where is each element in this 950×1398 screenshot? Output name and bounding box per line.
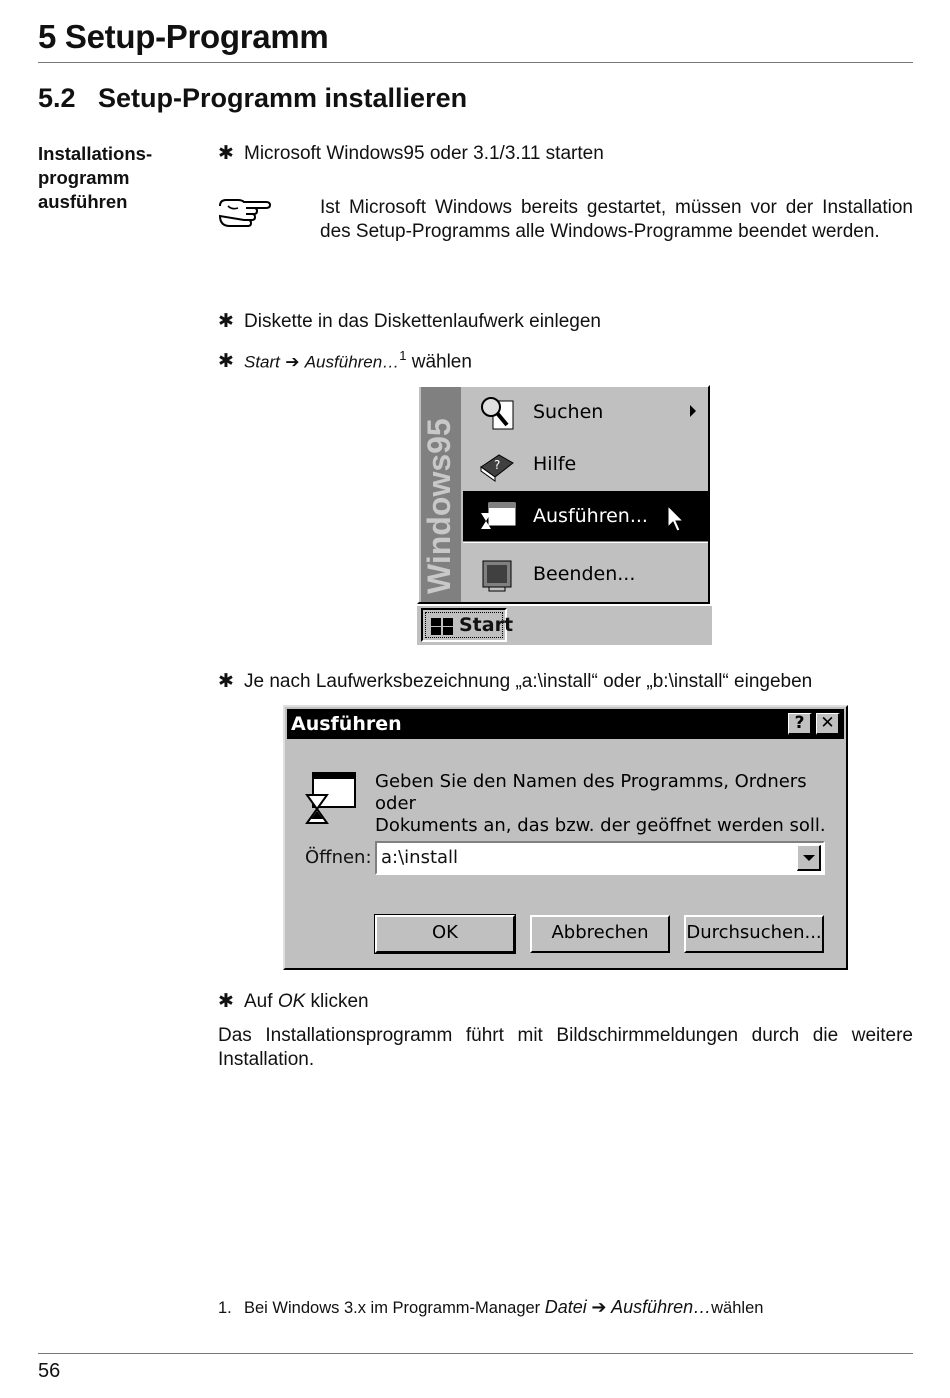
- start-menu-screenshot: [417, 385, 712, 645]
- start-button[interactable]: [421, 608, 514, 642]
- header-rule: [38, 62, 913, 63]
- mouse-cursor-icon: [667, 505, 685, 533]
- pointing-hand-icon: [216, 194, 272, 232]
- arrow-icon: ➔: [591, 1297, 607, 1317]
- footnote-text: wählen: [711, 1299, 764, 1317]
- closing-paragraph: Das Installationsprogramm führt mit Bildschirmmeldungen durch die weitere Installation.: [218, 1025, 913, 1070]
- step-text: klicken: [310, 991, 369, 1012]
- run-icon: [477, 497, 517, 537]
- step-text: Diskette in das Diskettenlaufwerk einlegen: [244, 311, 601, 332]
- footnote-text: Bei Windows 3.x im Programm-Manager: [244, 1299, 541, 1317]
- open-input-value: a:\install: [381, 847, 459, 868]
- side-label-line: ausführen: [38, 191, 128, 212]
- dropdown-arrow-icon[interactable]: [797, 845, 821, 871]
- start-label: Start: [459, 614, 514, 636]
- open-label: Öffnen:: [305, 847, 372, 868]
- dialog-instruction: [375, 771, 846, 837]
- section-number: 5.2: [38, 83, 76, 113]
- footnote-menu-run: Ausführen…: [611, 1297, 712, 1317]
- step-text: Auf: [244, 991, 273, 1012]
- open-input[interactable]: [375, 841, 825, 875]
- step-text: Microsoft Windows95 oder 3.1/3.11 starten: [244, 143, 604, 164]
- bullet-icon: ✱: [218, 143, 234, 164]
- page-number: 56: [38, 1360, 61, 1382]
- section-heading: Setup-Programm installieren: [98, 83, 468, 113]
- taskbar: [417, 604, 712, 645]
- footnote: [218, 1297, 763, 1318]
- help-book-icon: [477, 445, 517, 485]
- step-start-windows: [218, 142, 604, 166]
- bullet-icon: ✱: [218, 671, 234, 692]
- menu-item-label: Beenden...: [533, 563, 636, 585]
- menu-item-beenden[interactable]: [463, 549, 708, 601]
- browse-button[interactable]: Durchsuchen...: [684, 915, 824, 953]
- menu-item-label: Hilfe: [533, 453, 577, 475]
- menu-stripe: [421, 387, 461, 602]
- step-text: wählen: [411, 351, 472, 373]
- run-program-icon: [303, 769, 359, 827]
- search-icon: [477, 393, 517, 433]
- dialog-text-line: Geben Sie den Namen des Programms, Ordners oder: [375, 771, 807, 814]
- note-text: Ist Microsoft Windows bereits gestartet, müssen vor der Installation des Setup-Programms alle Windows-Programme beendet werden.: [320, 197, 913, 242]
- run-dialog: [283, 705, 848, 970]
- svg-text:?: ?: [494, 458, 501, 472]
- menu-path-start: Start: [244, 352, 280, 372]
- footnote-number: 1.: [218, 1299, 232, 1317]
- menu-separator: [463, 541, 708, 543]
- side-label: [38, 142, 198, 214]
- dialog-title: Ausführen: [291, 713, 402, 735]
- dialog-titlebar: [287, 709, 844, 739]
- stripe-text: Windows95: [421, 418, 457, 594]
- section-title: [38, 83, 467, 114]
- bullet-icon: ✱: [218, 991, 234, 1012]
- menu-item-label: Suchen: [533, 401, 604, 423]
- menu-path-run: Ausführen…: [304, 352, 400, 372]
- menu-item-ausfuehren[interactable]: [463, 491, 708, 543]
- windows-logo-icon: [429, 616, 455, 636]
- footer-rule: [38, 1353, 913, 1354]
- step-click-ok: [218, 990, 369, 1014]
- menu-item-label: Ausführen...: [533, 505, 648, 527]
- side-label-line: Installations-: [38, 143, 153, 164]
- chapter-title: 5 Setup-Programm: [38, 18, 329, 55]
- step-insert-disk: [218, 310, 601, 334]
- bullet-icon: ✱: [218, 311, 234, 332]
- arrow-icon: ➔: [285, 352, 300, 372]
- side-label-line: programm: [38, 167, 130, 188]
- start-menu: [417, 385, 710, 604]
- cancel-button[interactable]: Abbrechen: [530, 915, 670, 953]
- step-text: Je nach Laufwerksbezeichnung „a:\install“ oder „b:\install“ eingeben: [244, 671, 813, 692]
- help-button[interactable]: ?: [788, 713, 812, 735]
- step-start-run: [218, 344, 472, 374]
- footnote-ref: 1: [399, 348, 407, 363]
- ok-reference: OK: [277, 991, 306, 1012]
- submenu-arrow-icon: [690, 405, 696, 417]
- footnote-menu-datei: Datei: [544, 1297, 587, 1317]
- dialog-text-line: Dokuments an, das bzw. der geöffnet werden soll.: [375, 815, 826, 836]
- bullet-icon: ✱: [218, 351, 234, 373]
- ok-button[interactable]: OK: [375, 915, 515, 953]
- close-button[interactable]: ✕: [816, 713, 840, 735]
- step-enter-path: [218, 670, 812, 694]
- menu-item-hilfe[interactable]: [463, 439, 708, 491]
- shutdown-icon: [477, 555, 517, 595]
- menu-item-suchen[interactable]: [463, 387, 708, 439]
